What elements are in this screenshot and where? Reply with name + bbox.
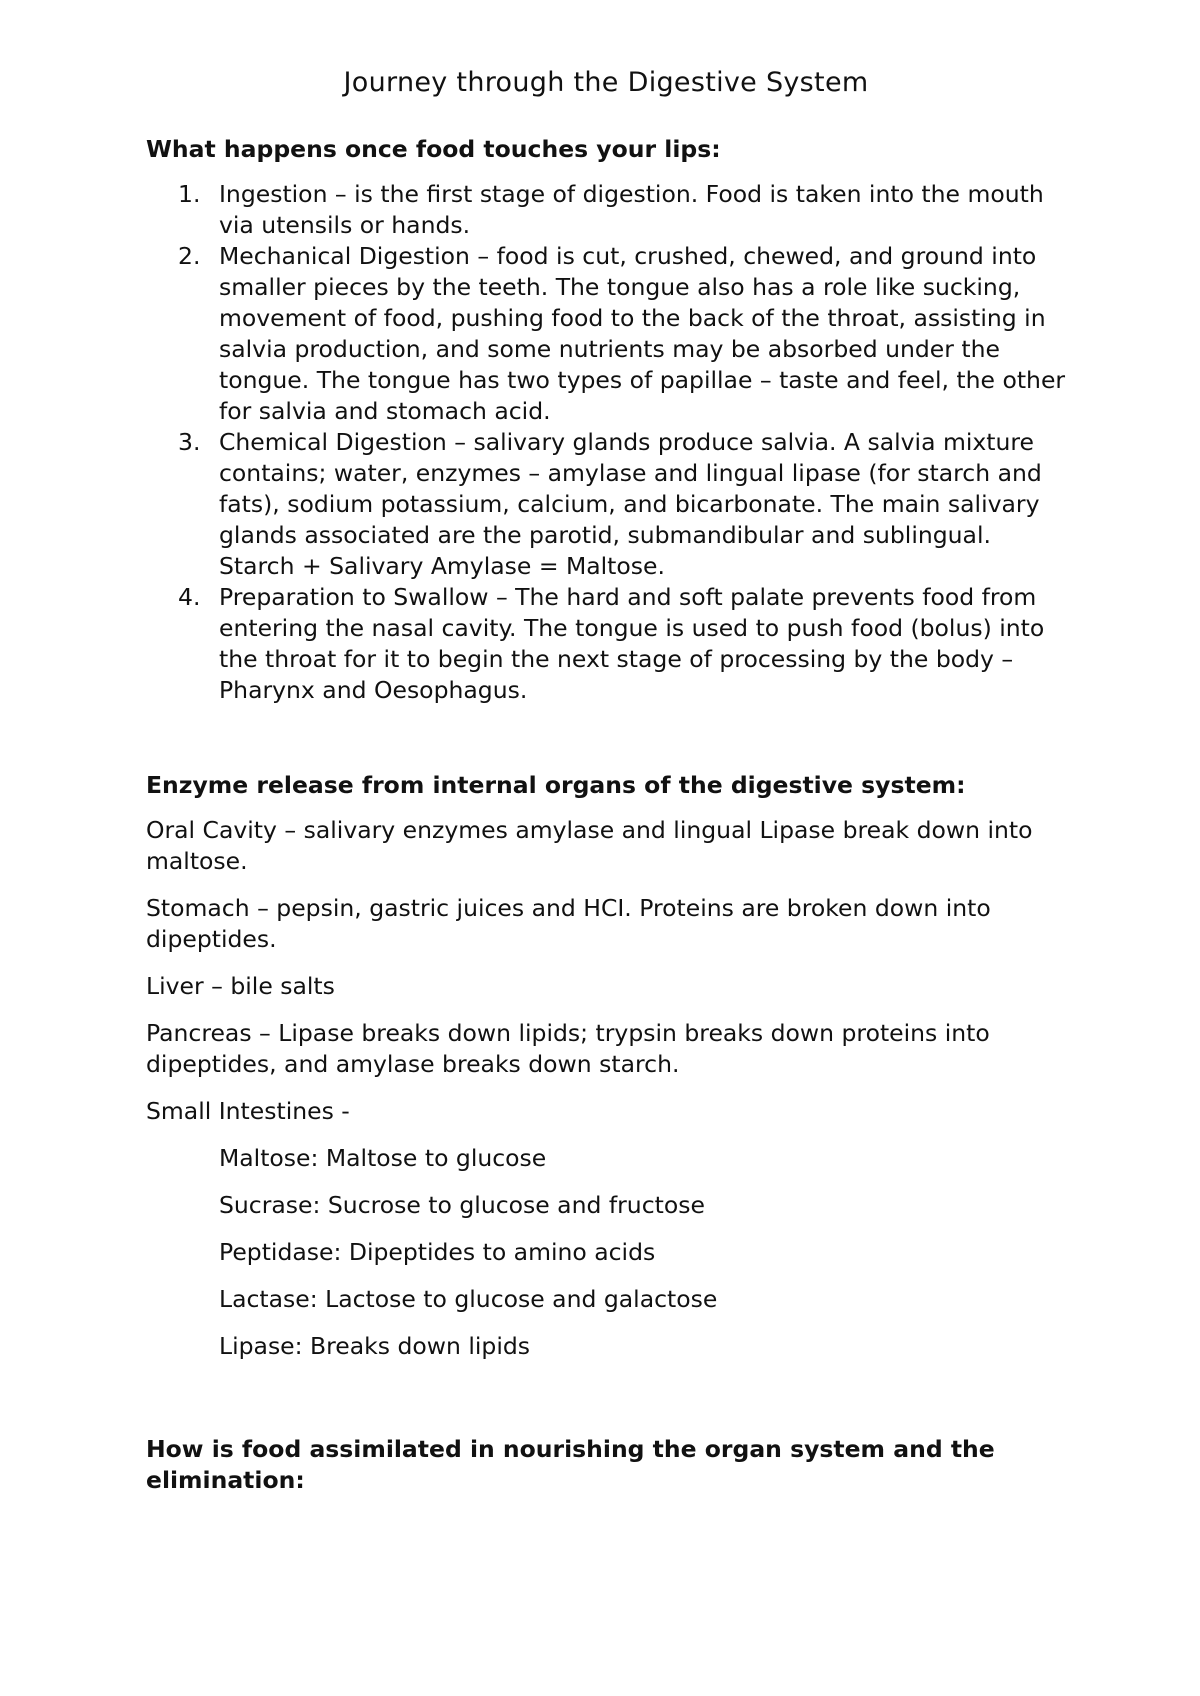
list-item-text: Ingestion – is the first stage of digestion. Food is taken into the mouth via utensils or hands. (219, 180, 1044, 239)
list-number: 2. (178, 242, 201, 270)
digestion-stages-list (146, 179, 1066, 706)
list-item-text: Chemical Digestion – salivary glands produce salvia. A salvia mixture contains; water, enzymes – amylase and lingual lipase (for starch and fats), sodium potassium, calcium, and bicarbonate. The main salivary glands associated are the parotid, submandibular and sublingual. Starch + Salivary Amylase = Maltose. (219, 428, 1042, 580)
section-spacer (146, 1378, 1066, 1434)
paragraph-liver: Liver – bile salts (146, 972, 335, 1000)
paragraph-small-intestines: Small Intestines - (146, 1097, 350, 1125)
section-heading-lips: What happens once food touches your lips: (146, 135, 721, 163)
list-item-text: Mechanical Digestion – food is cut, crushed, chewed, and ground into smaller pieces by the teeth. The tongue also has a role like sucking, movement of food, pushing food to the back of the throat, assisting in salvia production, and some nutrients may be absorbed under the tongue. The tongue has two types of papillae – taste and feel, the other for salvia and stomach acid. (219, 242, 1066, 425)
list-item (146, 427, 1066, 582)
document-page (146, 66, 1066, 1510)
list-number: 3. (178, 428, 201, 456)
list-item (146, 179, 1066, 241)
document-title: Journey through the Digestive System (343, 67, 869, 98)
enzyme-line-peptidase: Peptidase: Dipeptides to amino acids (219, 1238, 656, 1266)
paragraph-pancreas: Pancreas – Lipase breaks down lipids; trypsin breaks down proteins into dipeptides, and amylase breaks down starch. (146, 1019, 990, 1078)
list-number: 1. (178, 180, 201, 208)
enzyme-line-lactase: Lactase: Lactose to glucose and galactose (219, 1285, 718, 1313)
section-spacer (146, 706, 1066, 770)
list-number: 4. (178, 583, 201, 611)
enzyme-line-maltose: Maltose: Maltose to glucose (219, 1144, 547, 1172)
enzyme-line-sucrase: Sucrase: Sucrose to glucose and fructose (219, 1191, 705, 1219)
paragraph-stomach: Stomach – pepsin, gastric juices and HCI. Proteins are broken down into dipeptides. (146, 894, 991, 953)
list-item-text: Preparation to Swallow – The hard and soft palate prevents food from entering the nasal cavity. The tongue is used to push food (bolus) into the throat for it to begin the next stage of processing by the body – Pharynx and Oesophagus. (219, 583, 1045, 704)
list-item (146, 582, 1066, 706)
list-item (146, 241, 1066, 427)
paragraph-oral-cavity: Oral Cavity – salivary enzymes amylase and lingual Lipase break down into maltose. (146, 816, 1033, 875)
section-heading-enzymes: Enzyme release from internal organs of the digestive system: (146, 771, 966, 799)
enzyme-line-lipase: Lipase: Breaks down lipids (219, 1332, 531, 1360)
section-heading-assimilation: How is food assimilated in nourishing the organ system and the elimination: (146, 1435, 995, 1494)
